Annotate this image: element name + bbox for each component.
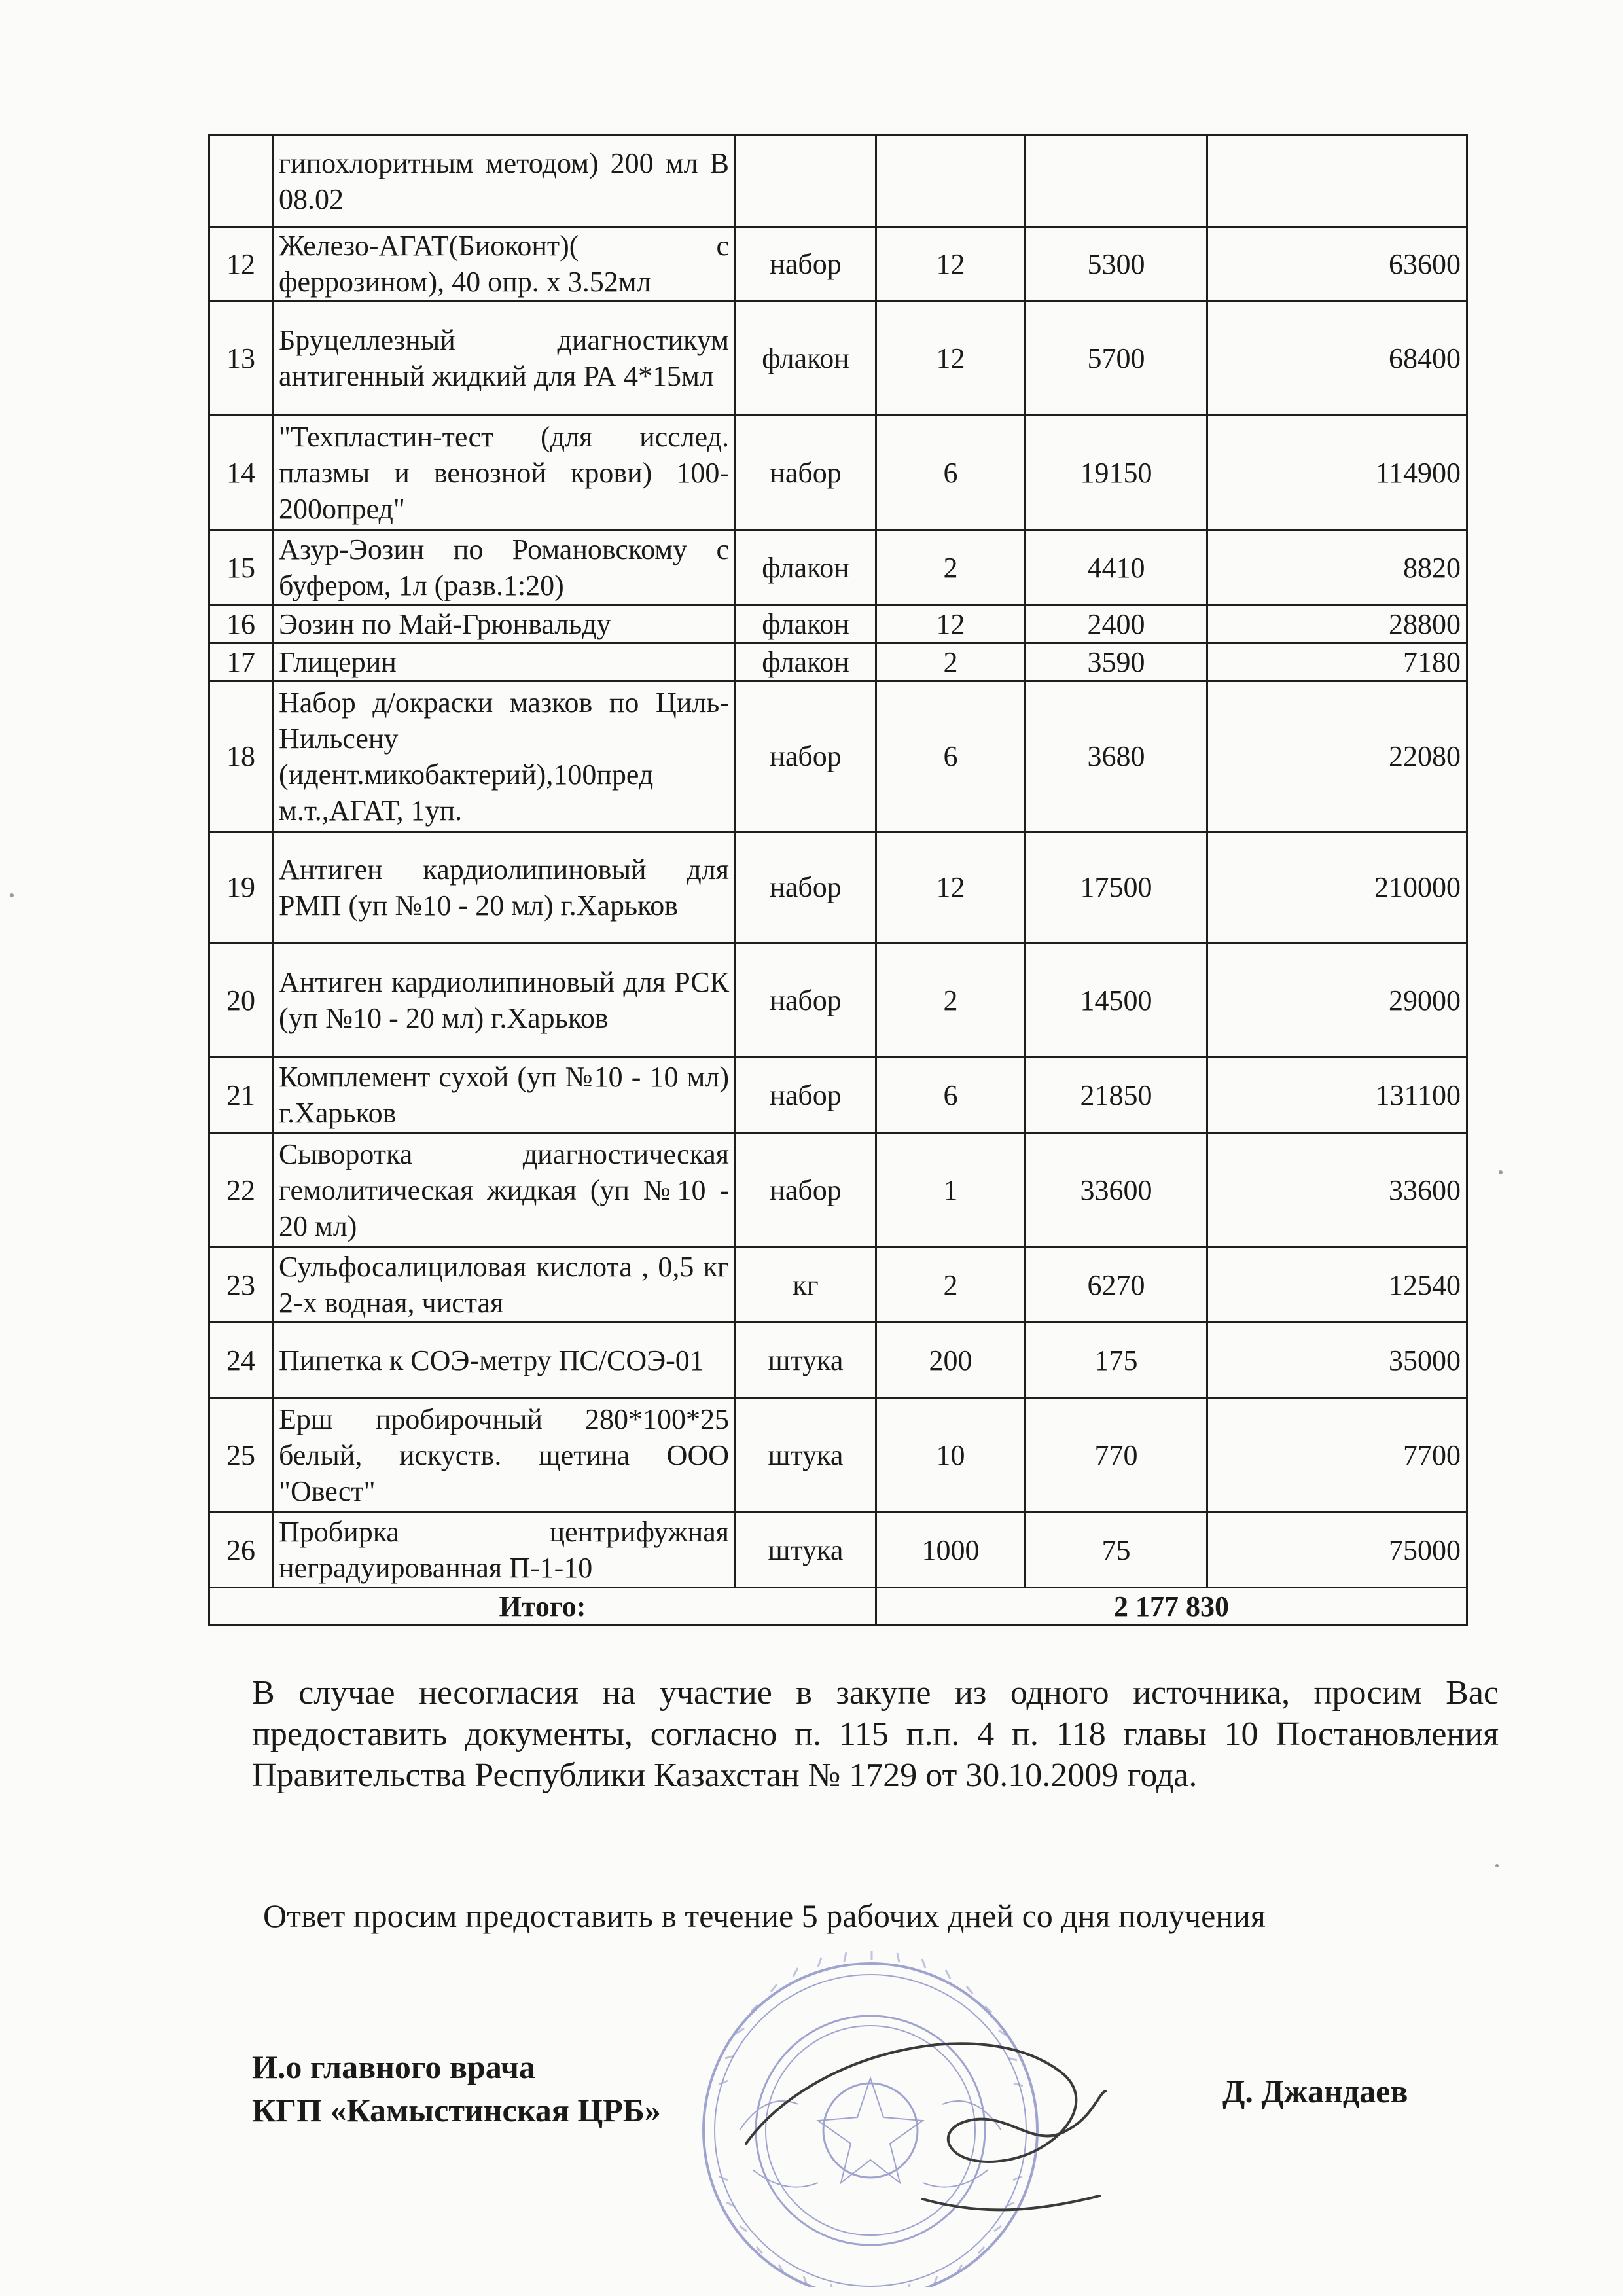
item-unit: набор <box>736 832 876 943</box>
official-stamp-and-signature <box>641 1934 1113 2287</box>
row-number: 25 <box>209 1398 273 1513</box>
table-row <box>209 832 1467 943</box>
row-number: 19 <box>209 832 273 943</box>
row-number: 18 <box>209 681 273 832</box>
item-name: Пипетка к СОЭ-метру ПС/СОЭ-01 <box>273 1323 736 1398</box>
item-total: 7700 <box>1207 1398 1467 1513</box>
item-qty: 12 <box>876 605 1026 643</box>
item-name: Бруцеллезный диагностикум антигенный жидкий для РА 4*15мл <box>273 301 736 416</box>
total-label: Итого: <box>209 1588 876 1626</box>
signatory-name: Д. Джандаев <box>1222 2073 1408 2109</box>
item-qty: 12 <box>876 832 1026 943</box>
item-price: 6270 <box>1026 1247 1207 1323</box>
item-unit: набор <box>736 227 876 301</box>
item-price: 5300 <box>1026 227 1207 301</box>
item-unit: кг <box>736 1247 876 1323</box>
item-total: 114900 <box>1207 416 1467 530</box>
table-row <box>209 943 1467 1058</box>
table-row <box>209 681 1467 832</box>
item-name: Глицерин <box>273 643 736 681</box>
items-table-body <box>209 135 1467 1626</box>
item-qty: 2 <box>876 1247 1026 1323</box>
item-unit: штука <box>736 1398 876 1513</box>
signatory-organization: КГП «Камыстинская ЦРБ» <box>252 2092 661 2128</box>
item-price: 17500 <box>1026 832 1207 943</box>
table-row <box>209 605 1467 643</box>
item-price: 175 <box>1026 1323 1207 1398</box>
item-qty: 1000 <box>876 1513 1026 1588</box>
item-name: Сульфосалициловая кислота , 0,5 кг 2-х водная, чистая <box>273 1247 736 1323</box>
item-name: Сыворотка диагностическая гемолитическая жидкая (уп №10 - 20 мл) <box>273 1133 736 1247</box>
row-number: 14 <box>209 416 273 530</box>
row-number: 20 <box>209 943 273 1058</box>
table-row <box>209 1133 1467 1247</box>
item-price: 75 <box>1026 1513 1207 1588</box>
item-total: 28800 <box>1207 605 1467 643</box>
row-number: 26 <box>209 1513 273 1588</box>
item-price: 3680 <box>1026 681 1207 832</box>
item-qty <box>876 135 1026 227</box>
item-qty: 200 <box>876 1323 1026 1398</box>
item-name: Набор д/окраски мазков по Циль-Нильсену (идент.микобактерий),100пред м.т.,АГАТ, 1уп. <box>273 681 736 832</box>
item-qty: 10 <box>876 1398 1026 1513</box>
item-unit: набор <box>736 681 876 832</box>
item-unit: набор <box>736 1058 876 1133</box>
signatory-block <box>252 2045 661 2132</box>
item-total: 29000 <box>1207 943 1467 1058</box>
row-number: 16 <box>209 605 273 643</box>
row-number: 12 <box>209 227 273 301</box>
item-total: 210000 <box>1207 832 1467 943</box>
item-name: Пробирка центрифужная неградуированная П-1-10 <box>273 1513 736 1588</box>
item-price: 33600 <box>1026 1133 1207 1247</box>
reply-request: Ответ просим предоставить в течение 5 рабочих дней со дня получения <box>263 1897 1266 1934</box>
table-row <box>209 301 1467 416</box>
row-number: 21 <box>209 1058 273 1133</box>
item-total: 131100 <box>1207 1058 1467 1133</box>
item-qty: 6 <box>876 681 1026 832</box>
item-price: 5700 <box>1026 301 1207 416</box>
scan-speck <box>10 893 14 897</box>
item-qty: 2 <box>876 530 1026 605</box>
item-total: 22080 <box>1207 681 1467 832</box>
item-name: Антиген кардиолипиновый для РМП (уп №10 - 20 мл) г.Харьков <box>273 832 736 943</box>
table-row <box>209 643 1467 681</box>
row-number <box>209 135 273 227</box>
table-row <box>209 1247 1467 1323</box>
item-name: Азур-Эозин по Романовскому с буфером, 1л (разв.1:20) <box>273 530 736 605</box>
item-unit: набор <box>736 416 876 530</box>
item-qty: 12 <box>876 227 1026 301</box>
item-name: Ерш пробирочный 280*100*25 белый, искуств. щетина ООО "Овест" <box>273 1398 736 1513</box>
row-number: 23 <box>209 1247 273 1323</box>
item-name: Эозин по Май-Грюнвальду <box>273 605 736 643</box>
item-qty: 1 <box>876 1133 1026 1247</box>
item-total: 12540 <box>1207 1247 1467 1323</box>
disagreement-paragraph: В случае несогласия на участие в закупе из одного источника, просим Вас предоставить документы, согласно п. 115 п.п. 4 п. 118 главы 10 Постановления Правительства Республики Казахстан № 1729 от 30.10.2009 года. <box>252 1674 1499 1794</box>
item-name: Антиген кардиолипиновый для РСК (уп №10 - 20 мл) г.Харьков <box>273 943 736 1058</box>
item-total: 7180 <box>1207 643 1467 681</box>
item-unit <box>736 135 876 227</box>
item-unit: флакон <box>736 605 876 643</box>
row-number: 24 <box>209 1323 273 1398</box>
item-unit: набор <box>736 943 876 1058</box>
item-qty: 6 <box>876 1058 1026 1133</box>
item-total: 68400 <box>1207 301 1467 416</box>
item-price: 21850 <box>1026 1058 1207 1133</box>
row-number: 22 <box>209 1133 273 1247</box>
table-row <box>209 135 1467 227</box>
scan-speck <box>1495 1864 1499 1867</box>
table-row <box>209 1323 1467 1398</box>
item-total: 75000 <box>1207 1513 1467 1588</box>
item-price: 2400 <box>1026 605 1207 643</box>
signatory-position: И.о главного врача <box>252 2049 535 2085</box>
items-table <box>208 134 1468 1626</box>
item-price <box>1026 135 1207 227</box>
table-row <box>209 416 1467 530</box>
item-price: 19150 <box>1026 416 1207 530</box>
item-total <box>1207 135 1467 227</box>
item-unit: флакон <box>736 530 876 605</box>
table-row <box>209 1398 1467 1513</box>
item-unit: набор <box>736 1133 876 1247</box>
table-row <box>209 227 1467 301</box>
item-price: 4410 <box>1026 530 1207 605</box>
item-total: 8820 <box>1207 530 1467 605</box>
item-price: 14500 <box>1026 943 1207 1058</box>
item-qty: 2 <box>876 643 1026 681</box>
item-price: 3590 <box>1026 643 1207 681</box>
item-qty: 12 <box>876 301 1026 416</box>
item-total: 63600 <box>1207 227 1467 301</box>
total-value: 2 177 830 <box>876 1588 1467 1626</box>
total-row <box>209 1588 1467 1626</box>
table-row <box>209 1058 1467 1133</box>
item-name: гипохлоритным методом) 200 мл В 08.02 <box>273 135 736 227</box>
row-number: 17 <box>209 643 273 681</box>
item-unit: штука <box>736 1513 876 1588</box>
item-name: Железо-АГАТ(Биоконт)( с феррозином), 40 опр. х 3.52мл <box>273 227 736 301</box>
item-total: 33600 <box>1207 1133 1467 1247</box>
item-price: 770 <box>1026 1398 1207 1513</box>
item-total: 35000 <box>1207 1323 1467 1398</box>
table-row <box>209 1513 1467 1588</box>
item-unit: штука <box>736 1323 876 1398</box>
table-row <box>209 530 1467 605</box>
item-name: "Техпластин-тест (для исслед. плазмы и венозной крови) 100-200опред" <box>273 416 736 530</box>
item-unit: флакон <box>736 301 876 416</box>
row-number: 15 <box>209 530 273 605</box>
row-number: 13 <box>209 301 273 416</box>
item-name: Комплемент сухой (уп №10 - 10 мл) г.Харьков <box>273 1058 736 1133</box>
item-qty: 6 <box>876 416 1026 530</box>
item-qty: 2 <box>876 943 1026 1058</box>
scan-speck <box>1499 1170 1503 1174</box>
item-unit: флакон <box>736 643 876 681</box>
